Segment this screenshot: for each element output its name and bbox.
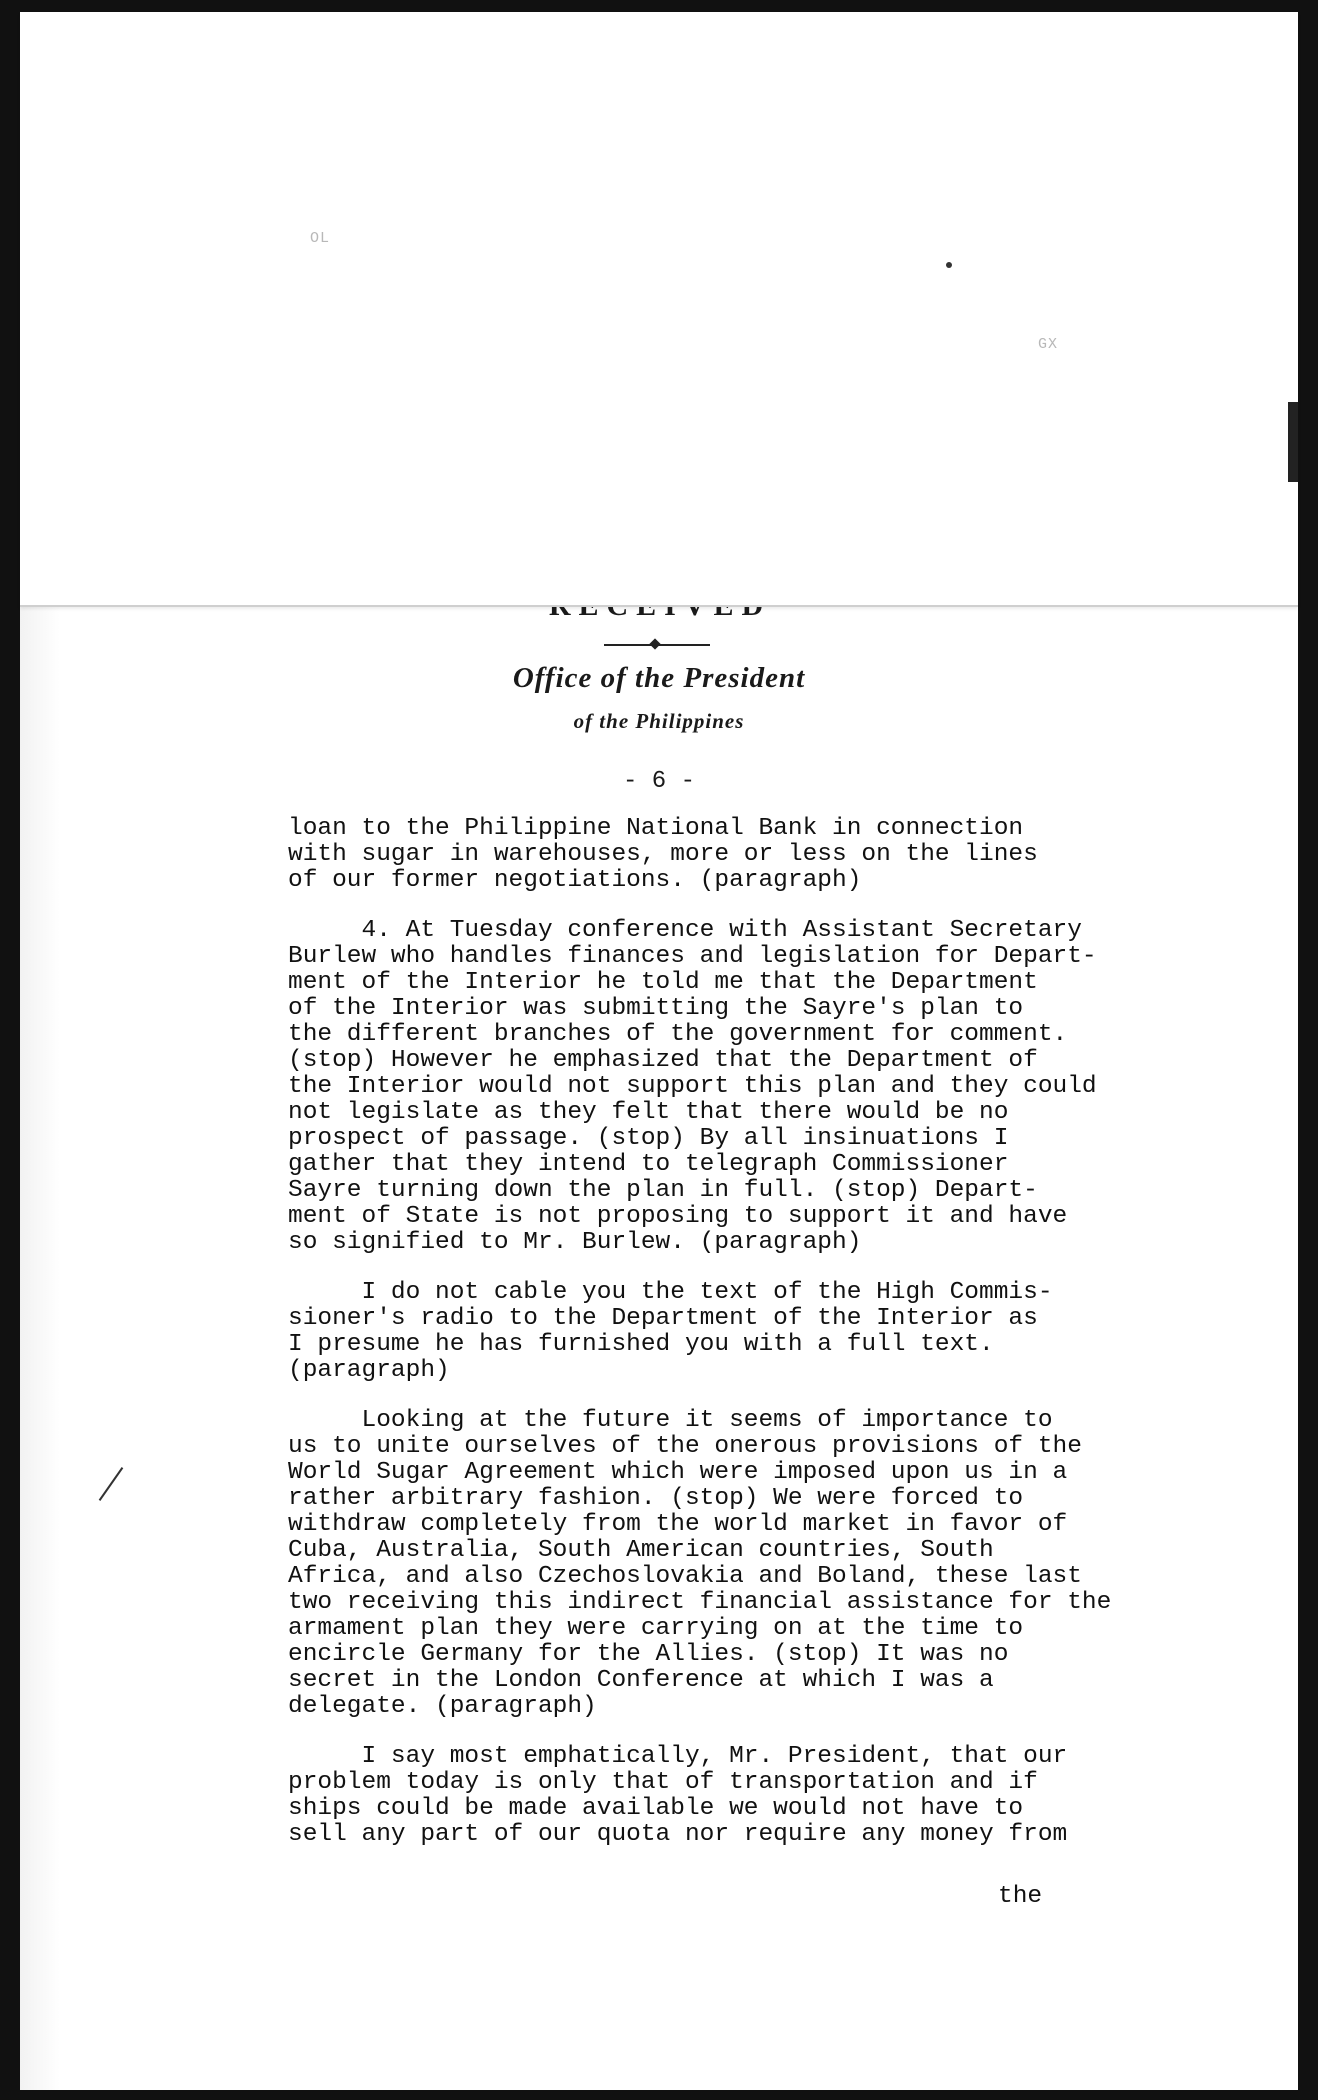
paragraph-4: Looking at the future it seems of importance to us to unite ourselves of the onerous provisions of the World Sugar Agreement which were imposed upon us in a rather arbitrary fashion. (stop) We were forced to withdraw completely from the world market in favor of Cuba, Australia, South American countries, South Africa, and also Czechoslovakia and Boland, these last two receiving this indirect financial assistance for the armament plan they were carrying on at the time to encircle Germany for the Allies. (stop) It was no secret in the London Conference at which I was a delegate. (paragraph) — [288, 1407, 1112, 1720]
catchword: the — [998, 1883, 1043, 1910]
letterhead-ornament — [604, 640, 710, 650]
page-number: - 6 - — [622, 768, 695, 795]
document-page — [20, 12, 1298, 2090]
overlapping-upper-sheet — [20, 12, 1298, 607]
paragraph-2: 4. At Tuesday conference with Assistant Secretary Burlew who handles finances and legislation for Depart- ment of the Interior he told me that the Department of the Interior was submitting the Sayre's plan to the different branches of the government for comment. (stop) However he emphasized that the Department of the Interior would not support this plan and they could not legislate as they felt that there would be no prospect of passage. (stop) By all insinuations I gather that they intend to telegraph Commissioner Sayre turning down the plan in full. (stop) Depart- ment of State is not proposing to support it and have so signified to Mr. Burlew. (paragraph) — [288, 917, 1097, 1256]
sheet-edge-shadow — [1288, 402, 1298, 482]
margin-pencil-mark — [99, 1467, 124, 1501]
received-stamp — [540, 605, 780, 619]
letterhead-office: Office of the President — [512, 662, 806, 694]
paragraph-3: I do not cable you the text of the High Commis- sioner's radio to the Department of the Interior as I presume he has furnished you with a full text. (paragraph) — [288, 1279, 1053, 1384]
letterhead-country: of the Philippines — [573, 709, 745, 733]
ink-dot — [946, 262, 952, 268]
faint-mark-gx: GX — [1038, 336, 1059, 353]
body-text — [288, 816, 1288, 1872]
paragraph-5: I say most emphatically, Mr. President, that our problem today is only that of transportation and if ships could be made available we would not have to sell any part of our quota nor require any money from — [288, 1743, 1068, 1848]
faint-mark-ol: OL — [310, 230, 331, 247]
paragraph-1: loan to the Philippine National Bank in connection with sugar in warehouses, more or less on the lines of our former negotiations. (paragraph) — [288, 815, 1038, 894]
